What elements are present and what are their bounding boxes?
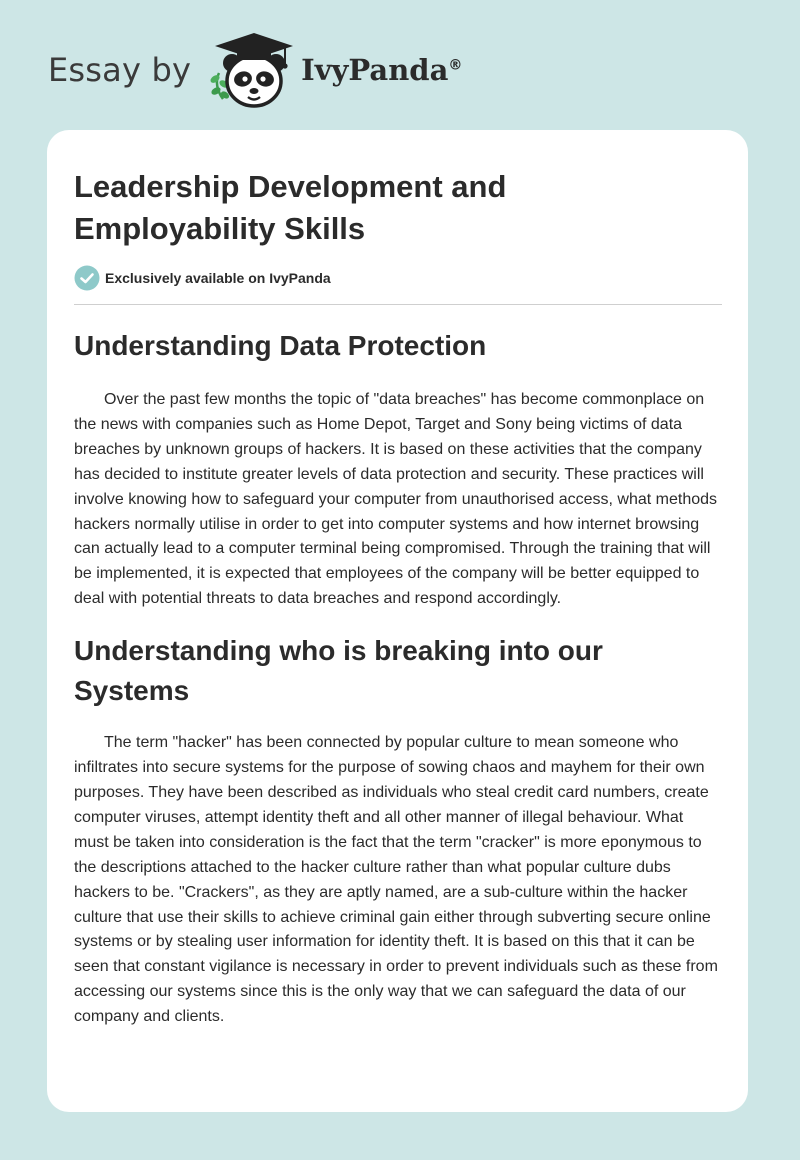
exclusive-badge [74,265,722,291]
section-paragraph: The term "hacker" has been connected by popular culture to mean someone who infiltrates into secure systems for the purpose of sowing chaos and mayhem for their own purposes. They have been described as individuals who steal credit card numbers, create computer viruses, attempt identity theft and all other manner of illegal behaviour. What must be taken into consideration is the fact that the term "cracker" is more eponymous to the descriptions attached to the hacker culture rather than what popular culture dubs hackers to be. "Crackers", as they are aptly named, are a sub-culture within the hacker culture that use their skills to achieve criminal gain either through subverting secure online systems or by stealing user information for identity theft. It is based on this that it can be seen that constant vigilance is necessary in order to prevent individuals such as these from accessing our systems since this is the only way that we can safeguard the data of our company and clients. [74,734,718,1026]
divider [74,304,722,305]
page-title: Leadership Development and Employability Skills [74,169,507,246]
registered-mark: ® [448,57,463,74]
essay-card [47,130,748,1112]
brand-header [48,28,462,112]
check-circle-icon [74,265,100,291]
section-paragraph: Over the past few months the topic of "data breaches" has become commonplace on the news with companies such as Home Depot, Target and Sony being victims of data breaches by unknown groups of hackers. It is based on these activities that the company has decided to institute greater levels of data protection and security. These practices will involve knowing how to safeguard your computer from unauthorised access, what methods hackers normally utilise in order to get into computer systems and how internet browsing can actually lead to a computer terminal being compromised. Through the training that will be implemented, it is expected that employees of the company will be better equipped to deal with potential threats to data breaches and respond accordingly. [74,391,718,608]
panda-graduate-icon [205,29,297,111]
section-heading: Understanding who is breaking into our Systems [74,635,603,707]
badge-text: Exclusively available on IvyPanda [105,270,331,286]
brand-prefix: Essay by [48,51,192,89]
brand-name: IvyPanda® [301,53,463,87]
section-heading: Understanding Data Protection [74,330,487,361]
